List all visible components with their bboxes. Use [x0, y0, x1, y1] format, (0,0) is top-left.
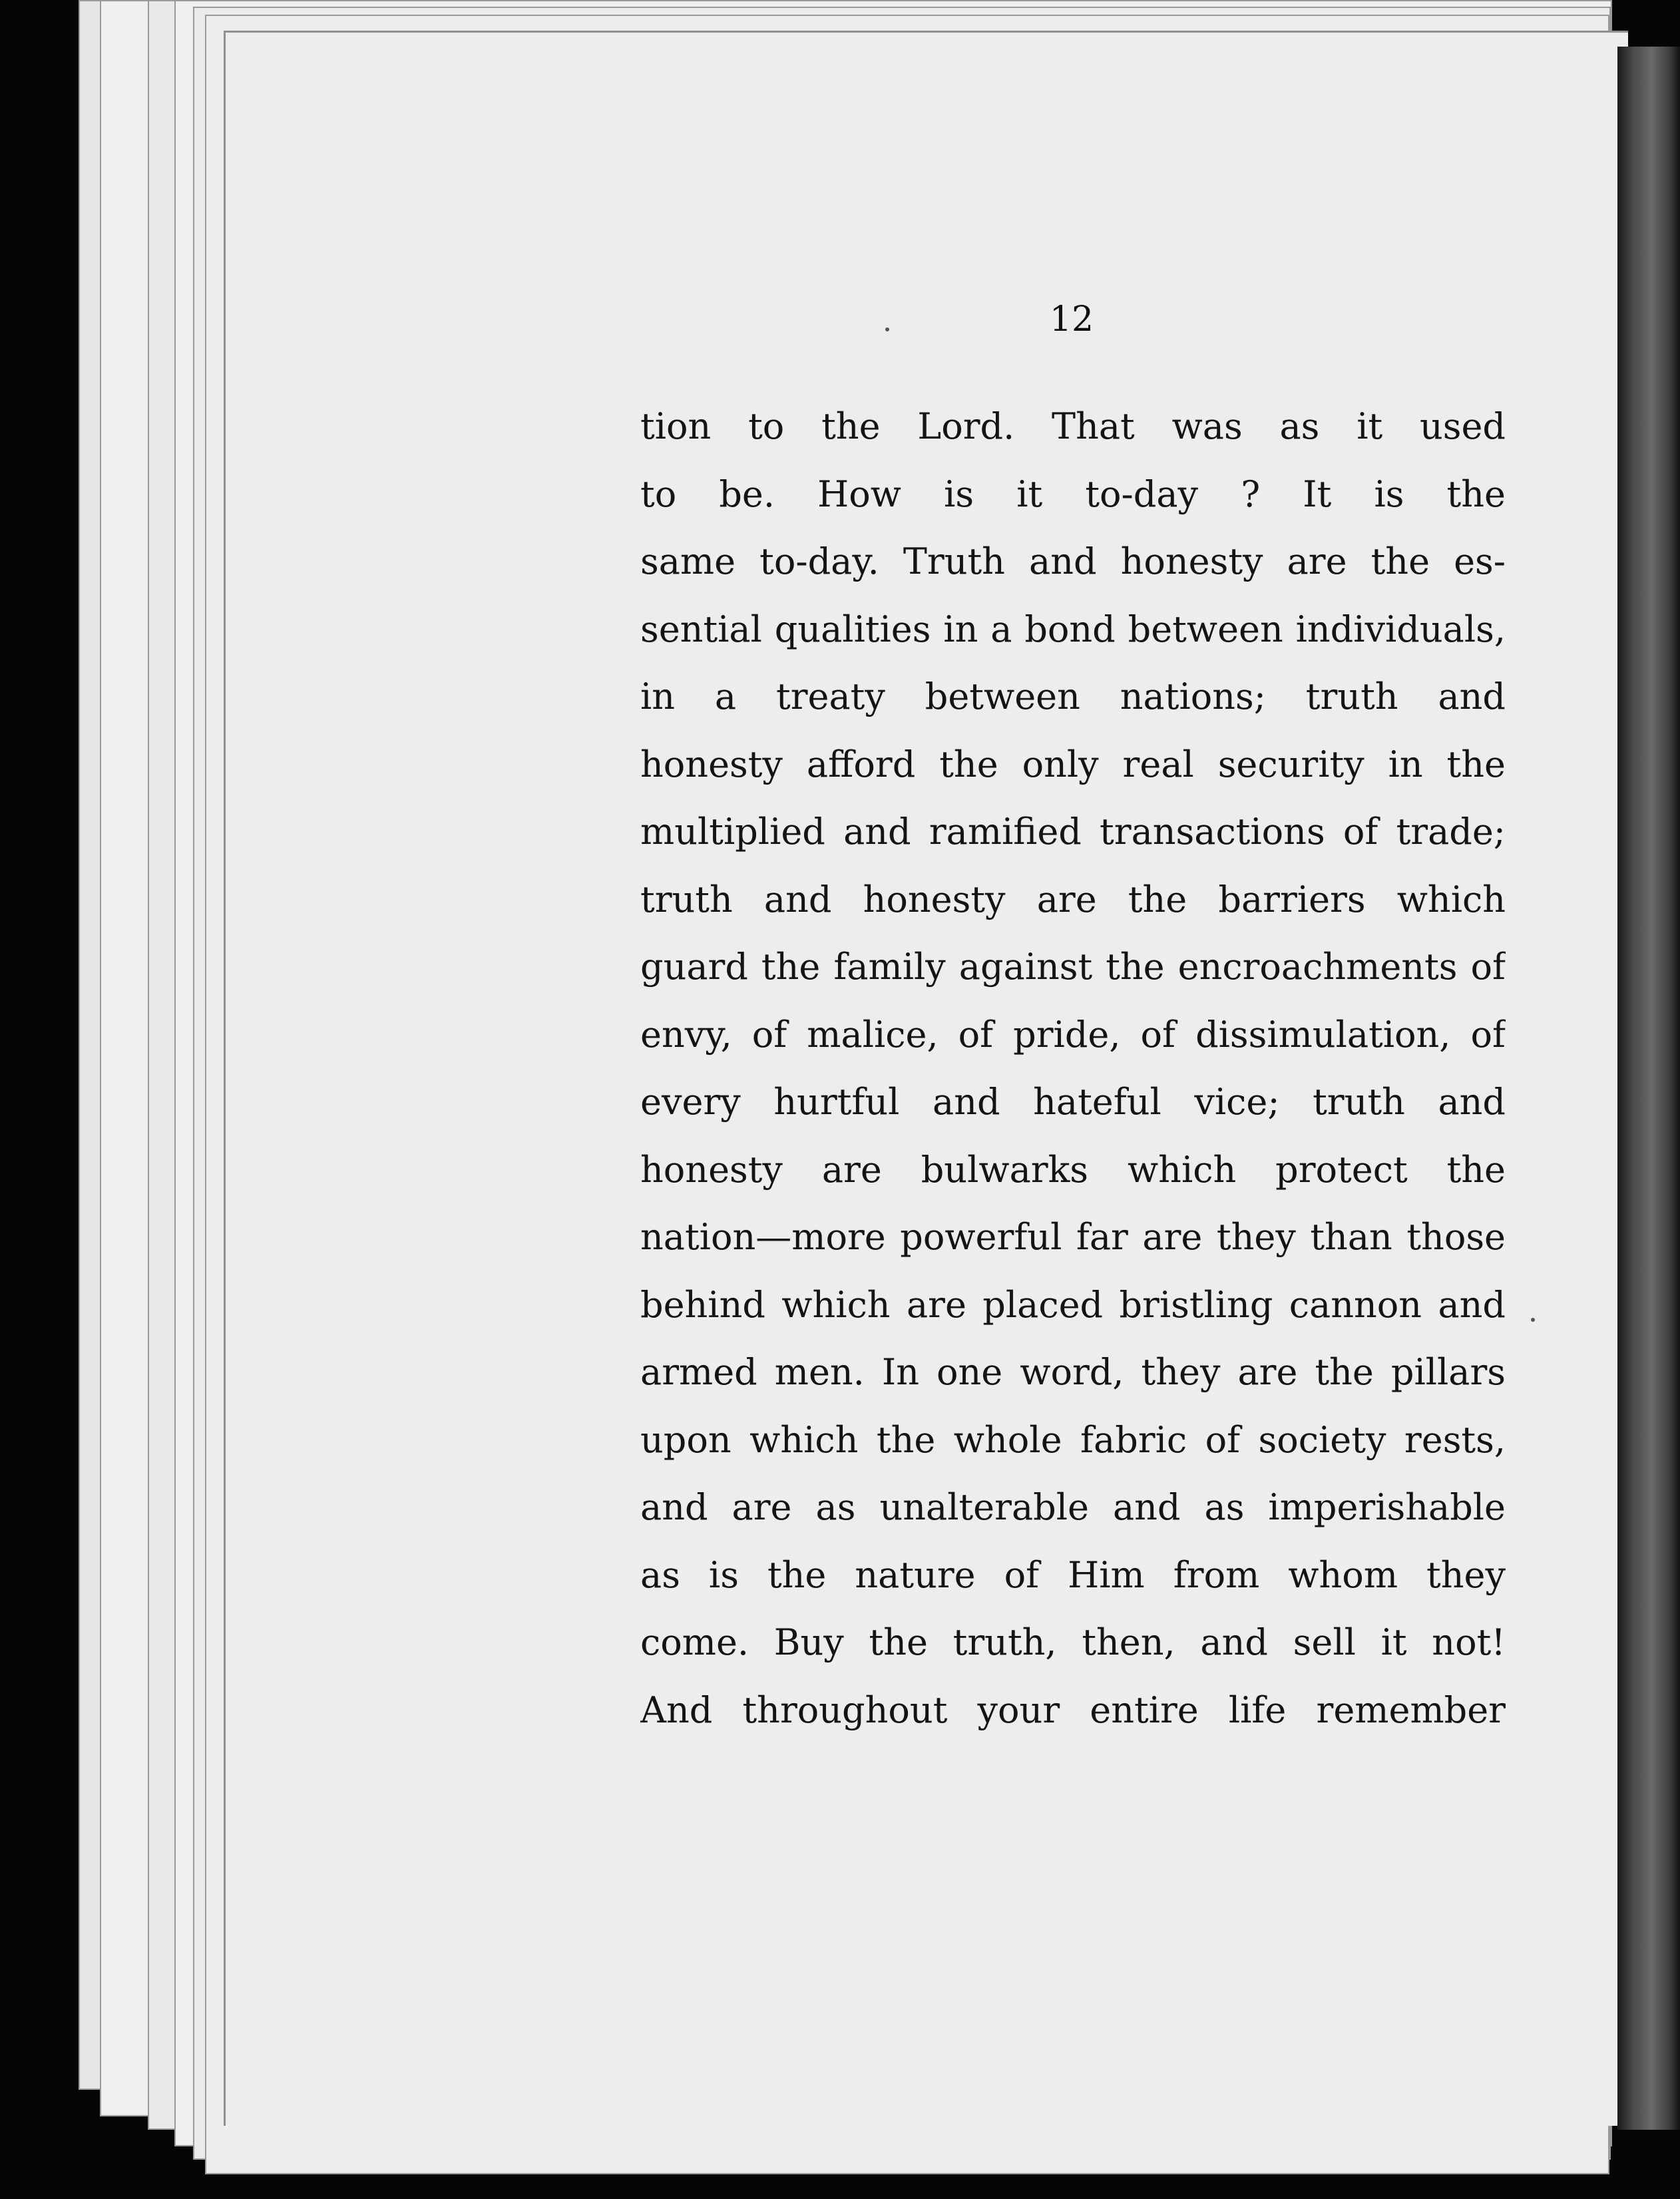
- text-line: multiplied and ramified transactions of trade;: [640, 811, 1506, 853]
- ink-speck: [1531, 1318, 1535, 1322]
- text-line: every hurtful and hateful vice; truth and: [640, 1081, 1506, 1123]
- text-line: And throughout your entire life remember: [640, 1689, 1506, 1731]
- text-line: honesty are bulwarks which protect the: [640, 1148, 1506, 1191]
- text-line: in a treaty between nations; truth and: [640, 676, 1506, 717]
- text-line: envy, of malice, of pride, of dissimulation, of: [640, 1013, 1506, 1056]
- text-line: behind which are placed bristling cannon and: [640, 1283, 1506, 1326]
- binding-shadow: [1617, 47, 1680, 2130]
- text-line: armed men. In one word, they are the pillars: [640, 1351, 1506, 1393]
- ink-speck: [885, 327, 889, 331]
- text-line: upon which the whole fabric of society rests,: [640, 1418, 1506, 1461]
- text-line: same to-day. Truth and honesty are the es-: [640, 540, 1506, 582]
- text-line: sential qualities in a bond between individuals,: [640, 608, 1506, 650]
- text-line: nation—more powerful far are they than those: [640, 1216, 1506, 1258]
- page-number: 12: [1049, 300, 1094, 339]
- text-line: truth and honesty are the barriers which: [640, 878, 1506, 920]
- text-line: honesty afford the only real security in the: [640, 743, 1506, 785]
- text-line: guard the family against the encroachments of: [640, 946, 1506, 988]
- text-line: to be. How is it to-day ? It is the: [640, 473, 1506, 515]
- text-line: tion to the Lord. That was as it used: [640, 405, 1506, 447]
- body-text: [640, 393, 1506, 1744]
- text-line: as is the nature of Him from whom they: [640, 1553, 1506, 1596]
- text-line: come. Buy the truth, then, and sell it not!: [640, 1621, 1506, 1663]
- text-line: and are as unalterable and as imperishable: [640, 1486, 1506, 1528]
